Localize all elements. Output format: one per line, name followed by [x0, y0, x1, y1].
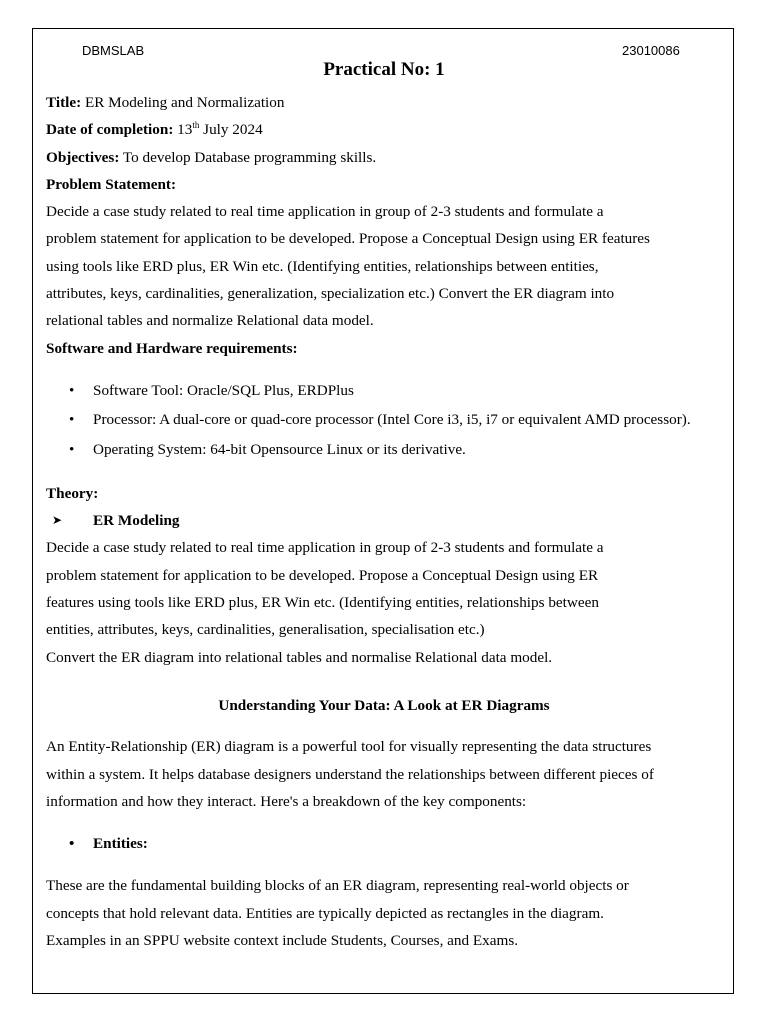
theory-heading-text: Theory: [46, 484, 99, 502]
entities-line: These are the fundamental building blocks of an ER diagram, representing real-world objects or [46, 877, 629, 895]
problem-line: attributes, keys, cardinalities, generalization, specialization etc.) Convert the ER diagram into [46, 285, 615, 303]
problem-heading-text: Problem Statement: [46, 175, 177, 193]
theory-line: entities, attributes, keys, cardinalities, generalisation, specialisation etc.) [46, 621, 485, 639]
date-rest: July 2024 [199, 121, 263, 139]
list-item: • Software Tool: Oracle/SQL Plus, ERDPlus [46, 377, 722, 404]
er-modeling-subheading-text: ER Modeling [93, 512, 180, 530]
date-line [46, 116, 722, 143]
arrow-bullet-icon: ➤ [52, 513, 63, 528]
requirements-heading-text: Software and Hardware requirements: [46, 339, 298, 357]
objectives-label: Objectives: [46, 148, 120, 166]
entities-bullet: • Entities: [46, 830, 722, 857]
date-label: Date of completion: [46, 121, 174, 139]
intro-line: within a system. It helps database designers understand the relationships between different pieces of [46, 765, 654, 783]
requirements-heading [46, 335, 722, 362]
theory-line: features using tools like ERD plus, ER Win etc. (Identifying entities, relationships between [46, 594, 599, 612]
document-body [46, 89, 722, 954]
title-value: ER Modeling and Normalization [81, 94, 285, 111]
date-suffix: th [192, 120, 200, 131]
list-item: • Operating System: 64-bit Opensource Linux or its derivative. [46, 436, 722, 463]
entities-line: Examples in an SPPU website context include Students, Courses, and Exams. [46, 932, 519, 950]
header-right-id: 23010086 [622, 43, 680, 58]
theory-line: problem statement for application to be developed. Propose a Conceptual Design using ER [46, 566, 599, 584]
page-title: Practical No: 1 [323, 59, 445, 80]
list-item: • Processor: A dual-core or quad-core processor (Intel Core i3, i5, i7 or equivalent AMD processor). [46, 406, 722, 433]
er-section-heading: Understanding Your Data: A Look at ER Diagrams [218, 696, 550, 714]
entities-line: concepts that hold relevant data. Entities are typically depicted as rectangles in the diagram. [46, 904, 604, 922]
title-line [46, 89, 722, 116]
objectives-line [46, 144, 722, 171]
problem-heading [46, 171, 722, 198]
problem-line: Decide a case study related to real time application in group of 2-3 students and formulate a [46, 203, 604, 221]
er-modeling-subheading [46, 507, 722, 534]
objectives-value: To develop Database programming skills. [119, 148, 377, 166]
requirements-list [46, 377, 722, 463]
problem-line: problem statement for application to be developed. Propose a Conceptual Design using ER features [46, 230, 650, 248]
theory-line: Convert the ER diagram into relational tables and normalise Relational data model. [46, 648, 553, 666]
theory-line: Decide a case study related to real time application in group of 2-3 students and formulate a [46, 539, 604, 557]
title-label: Title: [46, 94, 82, 111]
problem-line: relational tables and normalize Relational data model. [46, 312, 374, 330]
problem-line: using tools like ERD plus, ER Win etc. (Identifying entities, relationships between entities, [46, 257, 599, 275]
intro-line: An Entity-Relationship (ER) diagram is a powerful tool for visually representing the data structures [46, 738, 652, 756]
header-left-label: DBMSLAB [82, 43, 145, 58]
theory-heading [46, 480, 722, 507]
date-day: 13 [173, 121, 193, 139]
intro-line: information and how they interact. Here's a breakdown of the key components: [46, 792, 527, 810]
